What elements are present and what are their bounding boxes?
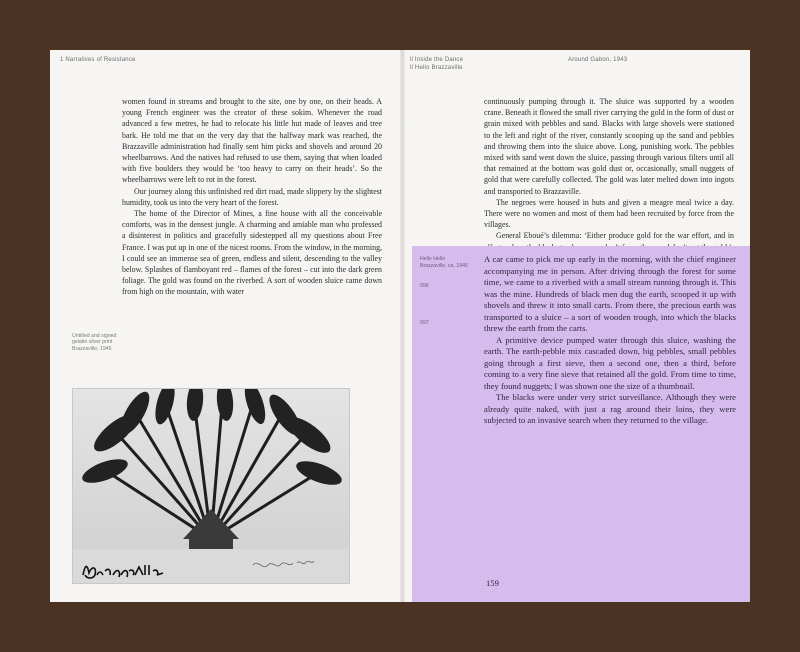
audio-excerpt-panel: [412, 246, 750, 602]
paragraph: The blacks were under very strict surveillance. Although they were already quite naked, with just a rag around their loins, they were subjected to an invasive search when they returned to the village.: [484, 392, 736, 425]
book-spread: [50, 50, 750, 602]
paragraph: General Eboué’s dilemma: ‘Either produce gold for the war effort, and in: [496, 231, 734, 241]
excerpt-text: [484, 254, 736, 427]
left-body-text: [122, 96, 382, 298]
page-number: 159: [486, 578, 499, 588]
paragraph: A primitive device pumped water through this sluice, washing the earth. The earth-pebble mix cascaded down, big pebbles, small pebbles going through a first sieve, then a second one, then a third, before coming to a very fine sieve that retained all the gold. From time to time, they found nuggets; I was shown one the size of a thumbnail.: [484, 334, 736, 391]
right-body-text: [484, 96, 734, 253]
paragraph: continuously pumping through it. The sluice was supported by a wooden crane. Beneath it flowed the small river carrying the gold in the form of dust or grain mixed with pebbles and sand. Blacks with large shovels were stationed to the left and right of the river, constantly scooping up the sand and pebbles and throwing them into the sluice above. Long, punishing work. The pebbles mixed with sand went down the sluice, passing through various filters until all that remained at the bottom was gold dust or, occasionally, small nuggets of gold that were carefully collected. The gold was later melted down into ingots and transported to Brazzaville.: [484, 97, 734, 196]
right-page: [402, 50, 750, 602]
track-number: 096: [420, 283, 429, 289]
paragraph: women found in streams and brought to the site, one by one, on their heads. A young French engineer was the creator of these sokim. Whenever the road advanced a few metres, he had to relocate his little hut made of leaves and tree bark. He told me that on the very day that the halfway mark was reached, the Brazzaville administration had finally sent him picks and shovels and around 20 wheelbarrows. And the natives had refused to use them, saying that when loaded with five boulders they would be ‘too heavy to carry on their heads’. So the wheelbarrows were left to rot in the forest.: [122, 97, 382, 185]
right-running-header-left: ll Inside the Dance ll Hello Brazzaville: [410, 57, 464, 71]
left-running-header: 1 Narratives of Resistance: [60, 57, 136, 63]
paragraph: Our journey along this unfinished red dirt road, made slippery by the slightest humidity, took us into the very heart of the forest.: [122, 186, 382, 207]
track-number: 097: [420, 320, 429, 326]
palm-image: [73, 389, 349, 583]
audio-source-label: Hello Hello Brazzaville, ca. 1945: [420, 256, 468, 269]
paragraph: The home of the Director of Mines, a fine house with all the conceivable comforts, was in the densest jungle. A charming and amiable man who professed a disinterest in politics and gracefully sidestepped all my questions about Free France. I was put up in one of the nicest rooms. From the window, in the morning, I could see an immense sea of green, endless and silent, descending to the valley below. Splashes of flamboyant red – flames of the forest – cut into the dark green foliage. The gold was found on the riverbed. A sort of wooden sluice came down from high on the mountain, with water: [122, 209, 382, 297]
paragraph: A car came to pick me up early in the morning, with the chief engineer accompanying me in person. After driving through the forest for some time, we came to a riverbed with a small stream running through it. This was the mine. Hundreds of black men dug the earth, scooped it up with shovels and threw it into small carts. From there, the precious earth was transported to a sluice – a sort of wooden trough, into which the blacks threw the earth from the carts.: [484, 254, 736, 333]
photo-caption: Untitled and signed gelatin silver print Brazzaville, 1945: [72, 333, 117, 352]
paragraph: The negroes were housed in huts and given a meagre meal twice a day. There were no women and most of them had been recruited by force from the villages.: [484, 197, 734, 230]
left-page: [50, 50, 402, 602]
right-running-header-right: Around Gabon, 1943: [568, 57, 628, 63]
brazzaville-photo: [72, 388, 350, 584]
